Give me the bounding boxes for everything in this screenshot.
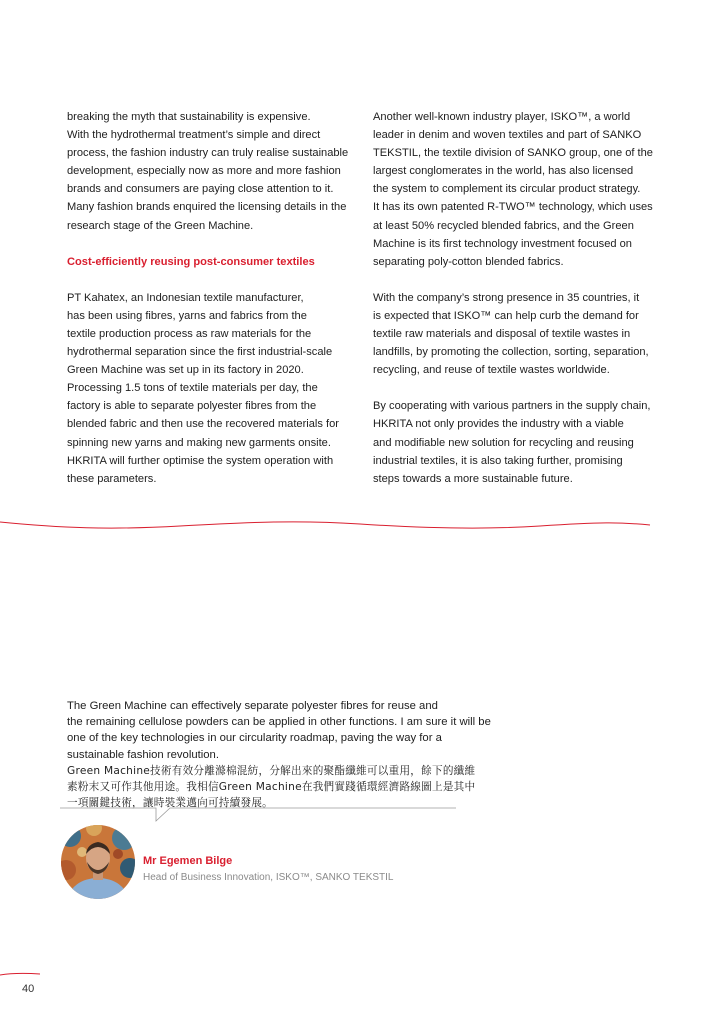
text-line: Another well-known industry player, ISKO™, a world: [373, 111, 631, 123]
text-line: and modifiable new solution for recycling and reusing: [373, 436, 634, 449]
red-wave-divider: [0, 510, 728, 540]
text-line: It has its own patented R-TWO™ technology, which uses: [373, 201, 653, 214]
right-column: [373, 108, 663, 506]
text-line: development, especially now as more and more fashion: [67, 165, 341, 178]
text-line: textile production process as raw materials for the: [67, 327, 312, 340]
quote-line: the remaining cellulose powders can be applied in other functions. I am sure it will be: [67, 716, 491, 729]
person-title: Head of Business Innovation, ISKO™, SANKO TEKSTIL: [143, 872, 394, 883]
text-line: research stage of the Green Machine.: [67, 219, 254, 232]
text-line: has been using fibres, yarns and fabrics from the: [67, 309, 307, 322]
text-line: steps towards a more sustainable future.: [373, 472, 573, 485]
text-line: separating poly-cotton blended fabrics.: [373, 255, 564, 268]
text-line: Many fashion brands enquired the licensing details in the: [67, 201, 347, 214]
testimonial-quote: [67, 698, 491, 811]
text-line: largest conglomerates in the world, has also licensed: [373, 165, 634, 178]
quote-line-chinese: Green Machine技術有效分離滌棉混紡，分解出來的聚酯纖維可以重用，餘下的纖維: [67, 764, 476, 777]
text-line: these parameters.: [67, 472, 157, 485]
text-line: hydrothermal separation since the first industrial-scale: [67, 346, 333, 359]
person-name: Mr Egemen Bilge: [143, 855, 233, 867]
text-line: Green Machine was set up in its factory in 2020.: [67, 364, 304, 377]
text-line: leader in denim and woven textiles and part of SANKO: [373, 129, 642, 142]
text-line: spinning new yarns and making new garments onsite.: [67, 436, 331, 449]
text-line: With the company’s strong presence in 35 countries, it: [373, 291, 640, 304]
text-line: Machine is its first technology investment focused on: [373, 237, 632, 250]
corner-accent-line: [0, 966, 42, 980]
text-line: TEKSTIL, the textile division of SANKO group, one of the: [373, 147, 653, 160]
quote-line: The Green Machine can effectively separate polyester fibres for reuse and: [67, 700, 438, 712]
text-line: process, the fashion industry can truly realise sustainable: [67, 147, 349, 160]
quote-line: one of the key technologies in our circularity roadmap, paving the way for a: [67, 732, 442, 745]
left-column: [67, 108, 352, 506]
text-line: HKRITA not only provides the industry with a viable: [373, 418, 624, 431]
page-number: 40: [22, 983, 35, 995]
text-line: landfills, by promoting the collection, sorting, separation,: [373, 346, 649, 359]
text-line: By cooperating with various partners in the supply chain,: [373, 400, 651, 413]
paragraph: [373, 397, 663, 487]
text-line: PT Kahatex, an Indonesian textile manufacturer,: [67, 291, 304, 304]
text-line: the system to complement its circular product strategy.: [373, 183, 641, 196]
text-line: factory is able to separate polyester fibres from the: [67, 400, 317, 413]
quote-line-chinese: 一項關鍵技術，讓時裝業邁向可持續發展。: [67, 796, 274, 809]
text-line: at least 50% recycled blended fabrics, and the Green: [373, 219, 634, 232]
section-heading: Cost-efficiently reusing post-consumer textiles: [67, 255, 315, 268]
speech-bubble-line: [60, 805, 460, 825]
text-line: is expected that ISKO™ can help curb the demand for: [373, 309, 639, 322]
text-line: brands and consumers are paying close attention to it.: [67, 183, 334, 196]
quote-line-chinese: 素粉末又可作其他用途。我相信Green Machine在我們實踐循環經濟路線圖上是其中: [67, 780, 476, 793]
paragraph: [67, 108, 352, 235]
text-line: industrial textiles, it is also taking further, promising: [373, 454, 623, 467]
paragraph: [373, 289, 663, 379]
text-line: With the hydrothermal treatment’s simple and direct: [67, 129, 321, 142]
text-line: textile raw materials and disposal of textile wastes in: [373, 328, 631, 341]
text-line: blended fabric and then use the recovered materials for: [67, 418, 339, 431]
text-line: Processing 1.5 tons of textile materials per day, the: [67, 382, 318, 395]
avatar: [60, 824, 136, 900]
quote-line: sustainable fashion revolution.: [67, 748, 219, 761]
paragraph: [67, 289, 352, 488]
text-line: recycling, and reuse of textile wastes worldwide.: [373, 364, 610, 377]
paragraph: [373, 108, 663, 271]
text-line: breaking the myth that sustainability is expensive.: [67, 111, 311, 123]
text-line: HKRITA will further optimise the system operation with: [67, 454, 334, 467]
